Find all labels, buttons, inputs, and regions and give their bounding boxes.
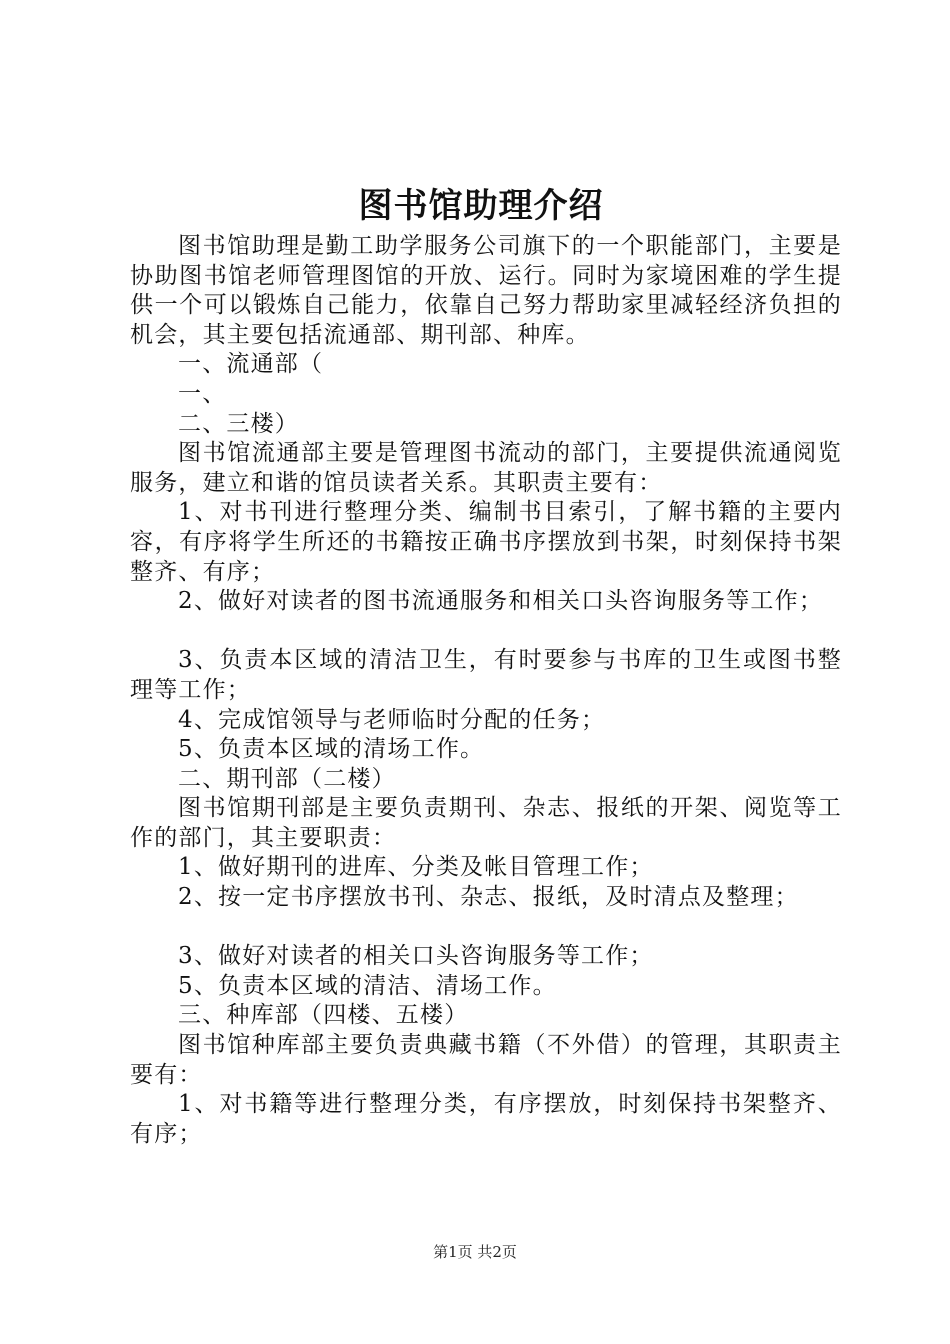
paragraph-stacks-duty-1: 1、对书籍等进行整理分类，有序摆放，时刻保持书架整齐、有序； (130, 1091, 842, 1147)
paragraph-periodicals-duty-3: 3、做好对读者的相关口头咨询服务等工作； (178, 943, 654, 970)
paragraph-circulation-duty-3: 3、负责本区域的清洁卫生，有时要参与书库的卫生或图书整理等工作； (130, 647, 842, 703)
paragraph-heading-periodicals: 二、期刊部（二楼） (178, 765, 396, 792)
paragraph-heading-circulation-end: 二、三楼） (178, 410, 299, 437)
blank-line (130, 913, 842, 943)
paragraph-periodicals-duty-2: 2、按一定书序摆放书刊、杂志、报纸，及时清点及整理； (178, 884, 799, 911)
paragraph-circulation-duty-1: 1、对书刊进行整理分类、编制书目索引，了解书籍的主要内容，有序将学生所还的书籍按正确书序摆放到书架，时刻保持书架整齐、有序； (130, 499, 842, 585)
paragraph-circulation-duty-4: 4、完成馆领导与老师临时分配的任务； (178, 706, 606, 733)
paragraph-heading-circulation-mid: 一、 (178, 380, 227, 407)
paragraph-circulation-desc: 图书馆流通部主要是管理图书流动的部门，主要提供流通阅览服务，建立和谐的馆员读者关系。其职责主要有： (130, 440, 842, 496)
paragraph-circulation-duty-2: 2、做好对读者的图书流通服务和相关口头咨询服务等工作； (178, 588, 824, 615)
paragraph-heading-stacks: 三、种库部（四楼、五楼） (178, 1002, 469, 1029)
paragraph-periodicals-desc: 图书馆期刊部是主要负责期刊、杂志、报纸的开架、阅览等工作的部门，其主要职责： (130, 795, 842, 851)
paragraph-intro: 图书馆助理是勤工助学服务公司旗下的一个职能部门，主要是协助图书馆老师管理图馆的开放、运行。同时为家境困难的学生提供一个可以锻炼自己能力，依靠自己努力帮助家里减轻经济负担的机会，其主要包括流通部、期刊部、种库。 (130, 233, 842, 348)
blank-line (130, 617, 842, 647)
paragraph-stacks-desc: 图书馆种库部主要负责典藏书籍（不外借）的管理，其职责主要有： (130, 1032, 842, 1088)
paragraph-periodicals-duty-1: 1、做好期刊的进库、分类及帐目管理工作； (178, 854, 654, 881)
paragraph-periodicals-duty-5: 5、负责本区域的清洁、清场工作。 (178, 972, 557, 999)
page-number-footer: 第1页 共2页 (433, 1243, 517, 1261)
paragraph-heading-circulation-start: 一、流通部（ (178, 351, 324, 378)
paragraph-circulation-duty-5: 5、负责本区域的清场工作。 (178, 736, 485, 763)
document-body (130, 232, 842, 1149)
document-title: 图书馆助理介绍 (358, 186, 604, 226)
